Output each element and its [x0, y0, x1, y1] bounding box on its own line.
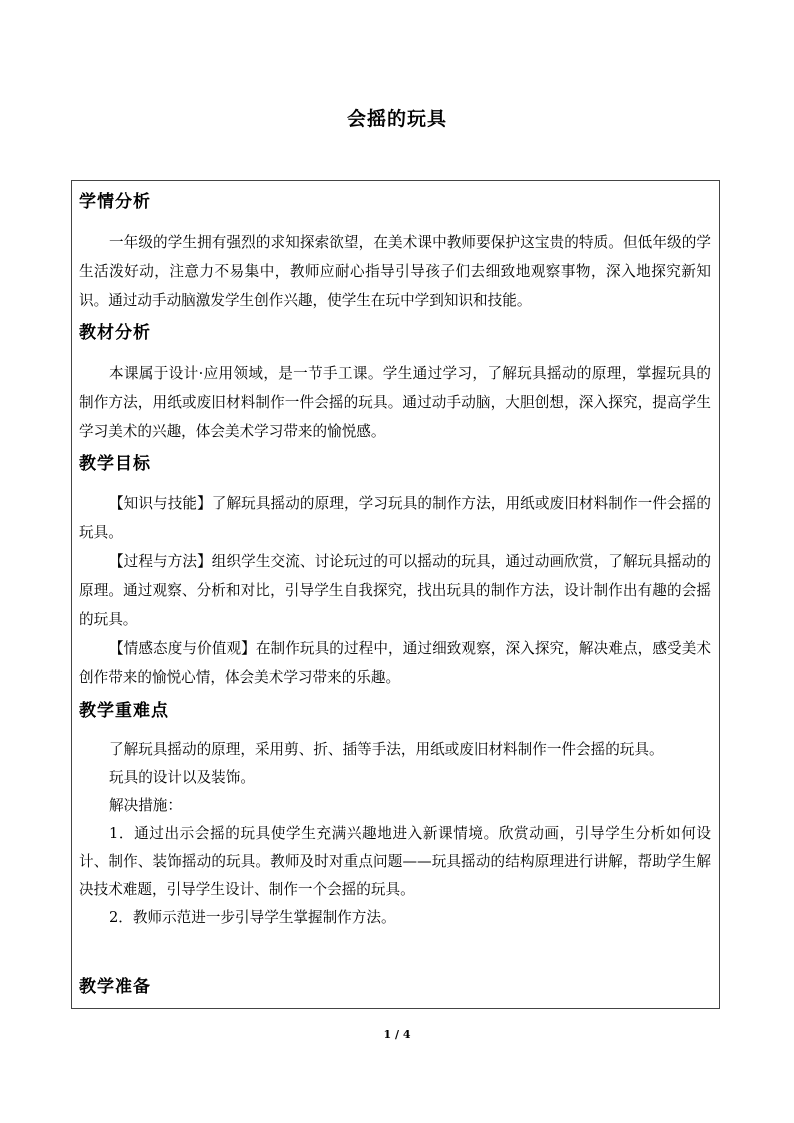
section-body-teaching-goals	[79, 489, 711, 692]
paragraph: 本课属于设计·应用领域，是一节手工课。学生通过学习，了解玩具摇动的原理，掌握玩具的制作方法，用纸或废旧材料制作一件会摇的玩具。通过动手动脑，大胆创想，深入探究，提高学生学习美术的兴趣，体会美术学习带来的愉悦感。	[79, 365, 711, 440]
section-heading-learning-analysis: 学情分析	[79, 192, 151, 212]
paragraph-process-method: 【过程与方法】组织学生交流、讨论玩过的可以摇动的玩具，通过动画欣赏，了解玩具摇动的原理。通过观察、分析和对比，引导学生自我探究，找出玩具的制作方法，设计制作出有趣的会摇的玩具。	[79, 553, 711, 628]
paragraph-key-point: 了解玩具摇动的原理，采用剪、折、插等手法，用纸或废旧材料制作一件会摇的玩具。	[109, 741, 664, 758]
page-number: 1 / 4	[383, 1028, 411, 1041]
section-heading-key-difficulties: 教学重难点	[79, 701, 169, 721]
section-body-key-difficulties	[79, 736, 711, 932]
paragraph-difficulty: 玩具的设计以及装饰。	[109, 769, 255, 786]
section-body-material-analysis	[79, 359, 711, 446]
paragraph-measures-label: 解决措施：	[109, 797, 182, 814]
section-heading-material-analysis: 教材分析	[79, 323, 151, 343]
document-title: 会摇的玩具	[346, 108, 447, 130]
section-heading-teaching-goals: 教学目标	[79, 454, 151, 474]
paragraph-knowledge-skills: 【知识与技能】了解玩具摇动的原理，学习玩具的制作方法，用纸或废旧材料制作一件会摇的玩具。	[79, 495, 711, 541]
paragraph-measure-1: 1．通过出示会摇的玩具使学生充满兴趣地进入新课情境。欣赏动画，引导学生分析如何设计、制作、装饰摇动的玩具。教师及时对重点问题——玩具摇动的结构原理进行讲解，帮助学生解决技术难题，引导学生设计、制作一个会摇的玩具。	[79, 825, 711, 898]
paragraph-measure-2: 2．教师示范进一步引导学生掌握制作方法。	[109, 909, 396, 926]
section-body-learning-analysis	[79, 228, 711, 315]
paragraph: 一年级的学生拥有强烈的求知探索欲望，在美术课中教师要保护这宝贵的特质。但低年级的学生活泼好动，注意力不易集中，教师应耐心指导引导孩子们去细致地观察事物，深入地探究新知识。通过动手动脑激发学生创作兴趣，使学生在玩中学到知识和技能。	[79, 234, 711, 309]
section-heading-teaching-prep: 教学准备	[79, 977, 151, 997]
paragraph-emotion-values: 【情感态度与价值观】在制作玩具的过程中，通过细致观察，深入探究，解决难点，感受美术创作带来的愉悦心情，体会美术学习带来的乐趣。	[79, 640, 711, 686]
